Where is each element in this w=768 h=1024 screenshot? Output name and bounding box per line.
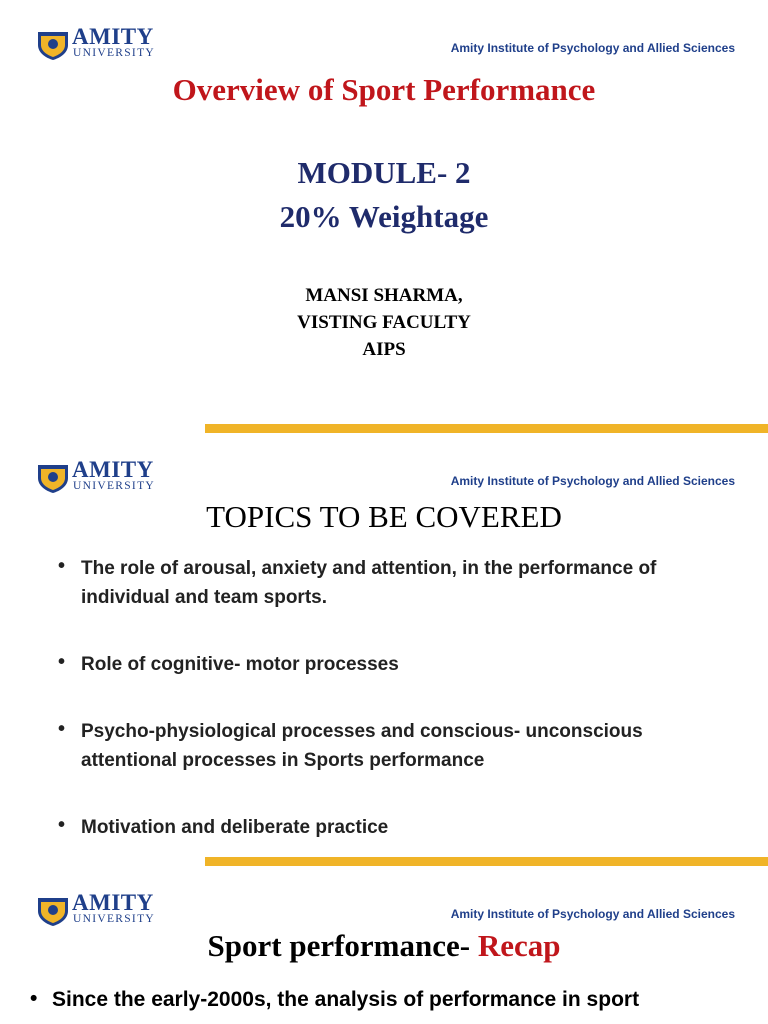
shield-icon [36, 462, 70, 494]
slide-title-main: Sport performance- [207, 928, 471, 963]
gold-divider [205, 424, 768, 433]
topics-list [58, 554, 708, 842]
list-item: • Since the early-2000s, the analysis of performance in sport [30, 984, 768, 1015]
slide-title: Overview of Sport Performance [172, 72, 596, 107]
slide-title: TOPICS TO BE COVERED [206, 499, 562, 534]
slide-2 [0, 433, 768, 866]
logo-name: AMITY [72, 890, 154, 915]
slide-3 [0, 866, 768, 1024]
institute-name: Amity Institute of Psychology and Allied Sciences [450, 474, 735, 488]
logo-subtitle: UNIVERSITY [73, 47, 155, 59]
list-item: • Psycho-physiological processes and conscious- unconscious attentional processes in Sports performance [58, 717, 708, 775]
weightage-label: 20% Weightage [279, 199, 489, 234]
institute-name: Amity Institute of Psychology and Allied Sciences [450, 41, 735, 55]
amity-logo [36, 890, 176, 931]
amity-logo [36, 457, 176, 498]
author-name: MANSI SHARMA, [305, 285, 463, 306]
logo-name: AMITY [72, 24, 154, 49]
author-dept: AIPS [362, 339, 406, 360]
module-label: MODULE- 2 [297, 155, 471, 190]
list-item: • The role of arousal, anxiety and attention, in the performance of individual and team sports. [58, 554, 708, 612]
shield-icon [36, 29, 70, 61]
slide-1 [0, 0, 768, 433]
author-block [0, 282, 768, 363]
logo-name: AMITY [72, 457, 154, 482]
logo-subtitle: UNIVERSITY [73, 913, 155, 925]
list-item: • Role of cognitive- motor processes [58, 650, 708, 679]
author-role: VISTING FACULTY [297, 312, 471, 333]
slide-title [0, 928, 768, 964]
logo-subtitle: UNIVERSITY [73, 480, 155, 492]
shield-icon [36, 895, 70, 927]
slide-title-highlight: Recap [477, 928, 561, 963]
list-item: • Motivation and deliberate practice [58, 813, 708, 842]
amity-logo [36, 24, 176, 65]
institute-name: Amity Institute of Psychology and Allied Sciences [450, 907, 735, 921]
gold-divider [205, 857, 768, 866]
